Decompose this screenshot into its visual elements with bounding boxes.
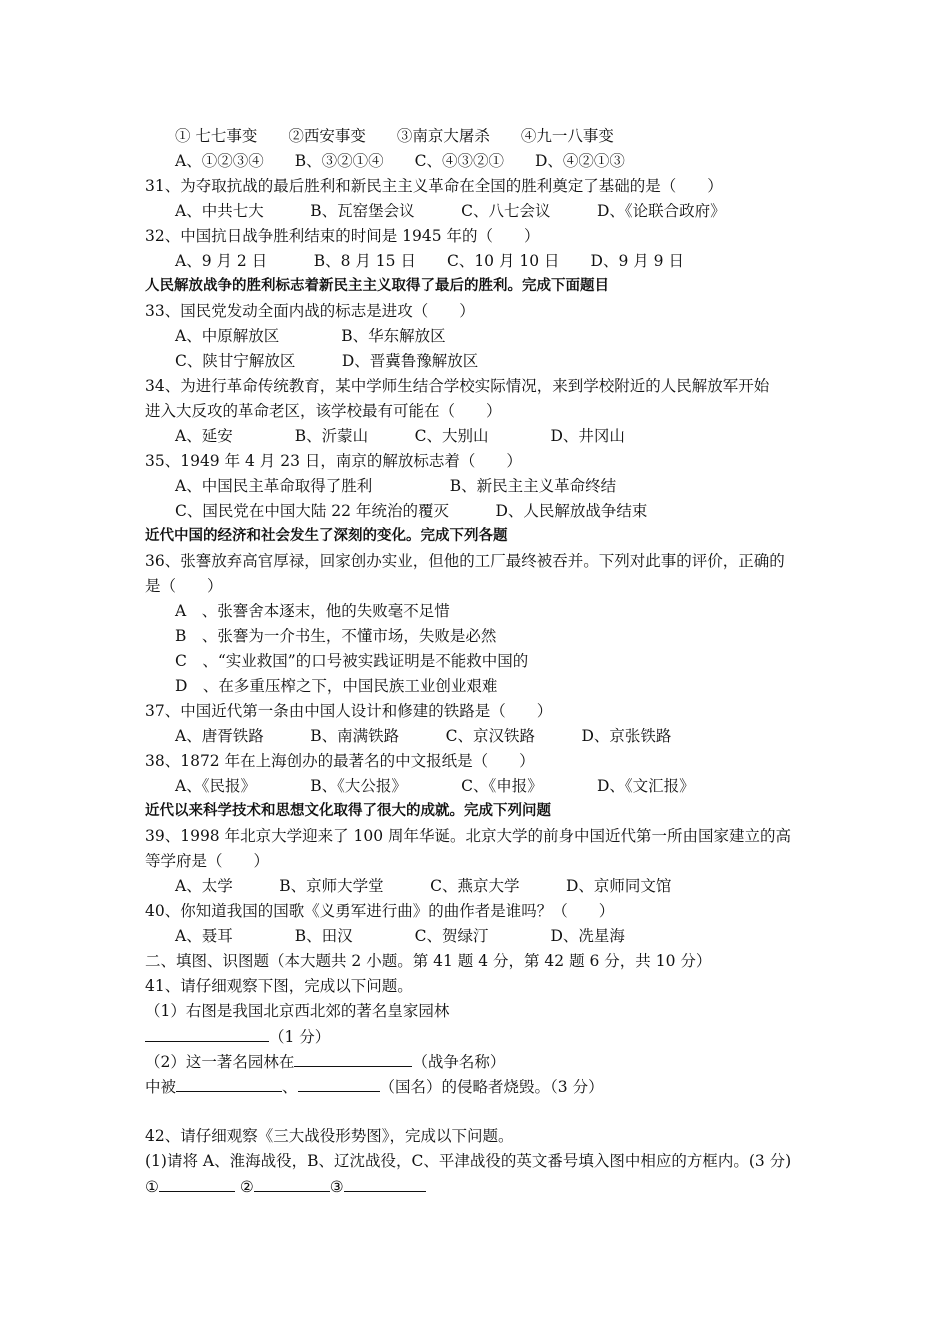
q33-choices-ab: A、中原解放区 B、华东解放区 [175, 327, 446, 345]
q37-choices: A、唐胥铁路 B、南满铁路 C、京汉铁路 D、京张铁路 [175, 727, 672, 745]
q36-choice-c: C 、“实业救国”的口号被实践证明是不能救中国的 [175, 652, 529, 670]
q35-stem: 35、1949 年 4 月 23 日，南京的解放标志着（ ） [145, 452, 522, 470]
q42-mark-1: ① [145, 1178, 159, 1196]
q32-choices: A、9 月 2 日 B、8 月 15 日 C、10 月 10 日 D、9 月 9 日 [175, 252, 684, 270]
q41-blank-war[interactable] [294, 1051, 412, 1067]
q41-sub1: （1）右图是我国北京西北郊的著名皇家园林 [145, 1002, 450, 1020]
q31-choices: A、中共七大 B、瓦窑堡会议 C、八七会议 D、《论联合政府》 [175, 202, 726, 220]
q41-blank-country1[interactable] [176, 1076, 282, 1092]
q41-blank-garden[interactable] [145, 1026, 269, 1042]
q41-sub2-suffix: （战争名称） [412, 1053, 506, 1071]
q34-stem-line1: 34、为进行革命传统教育，某中学师生结合学校实际情况，来到学校附近的人民解放军开始 [145, 377, 770, 395]
q40-stem: 40、你知道我国的国歌《义勇军进行曲》的曲作者是谁吗？（ ） [145, 902, 615, 920]
q39-choices: A、太学 B、京师大学堂 C、燕京大学 D、京师同文馆 [175, 877, 672, 895]
q42-blank-3[interactable] [344, 1176, 426, 1192]
q42-sub1: (1)请将 A、淮海战役，B、辽沈战役，C、平津战役的英文番号填入图中相应的方框内。(3 分) [145, 1152, 792, 1170]
q41-sub2b [145, 1076, 604, 1097]
q36-stem-line2: 是（ ） [145, 577, 223, 595]
q32-stem: 32、中国抗日战争胜利结束的时间是 1945 年的（ ） [145, 227, 540, 245]
q42-mark-2: ② [239, 1178, 254, 1196]
q41-sub2-prefix: （2）这一著名园林在 [145, 1053, 295, 1071]
q42-stem: 42、请仔细观察《三大战役形势图》，完成以下问题。 [145, 1127, 514, 1145]
q39-stem-line2: 等学府是（ ） [145, 852, 270, 870]
q42-answer-line [145, 1176, 426, 1197]
q36-choice-a: A 、张謇舍本逐末，他的失败毫不足惜 [175, 602, 450, 620]
q36-choice-b: B 、张謇为一介书生，不懂市场，失败是必然 [175, 627, 497, 645]
q42-blank-2[interactable] [254, 1176, 330, 1192]
q41-sub1-score: （1 分） [269, 1028, 331, 1046]
q41-blank-country2[interactable] [298, 1076, 380, 1092]
q34-choices: A、延安 B、沂蒙山 C、大别山 D、井冈山 [175, 427, 625, 445]
q30-items: ① 七七事变 ②西安事变 ③南京大屠杀 ④九一八事变 [175, 127, 614, 145]
q40-choices: A、聂耳 B、田汉 C、贺绿汀 D、冼星海 [175, 927, 625, 945]
q33-choices-cd: C、陕甘宁解放区 D、晋冀鲁豫解放区 [175, 352, 479, 370]
q41-stem: 41、请仔细观察下图，完成以下问题。 [145, 977, 413, 995]
section-liberation: 人民解放战争的胜利标志着新民主主义取得了最后的胜利。完成下面题目 [145, 277, 609, 294]
q31-stem: 31、为夺取抗战的最后胜利和新民主主义革命在全国的胜利奠定了基础的是（ ） [145, 177, 723, 195]
q39-stem-line1: 39、1998 年北京大学迎来了 100 周年华诞。北京大学的前身中国近代第一所由国家建立的高 [145, 827, 792, 845]
q41-sub2b-sep: 、 [282, 1078, 298, 1096]
q36-choice-d: D 、在多重压榨之下，中国民族工业创业艰难 [175, 677, 498, 695]
q34-stem-line2: 进入大反攻的革命老区，该学校最有可能在（ ） [145, 402, 502, 420]
q33-stem: 33、国民党发动全面内战的标志是进攻（ ） [145, 302, 475, 320]
q41-sub1-answer-line [145, 1026, 330, 1047]
q35-choices-ab: A、中国民主革命取得了胜利 B、新民主主义革命终结 [175, 477, 617, 495]
section-culture: 近代以来科学技术和思想文化取得了很大的成就。完成下列问题 [145, 802, 551, 819]
q41-sub2b-suffix: （国名）的侵略者烧毁。（3 分） [379, 1078, 604, 1096]
q38-stem: 38、1872 年在上海创办的最著名的中文报纸是（ ） [145, 752, 535, 770]
q38-choices: A、《民报》 B、《大公报》 C、《申报》 D、《文汇报》 [175, 777, 695, 795]
q41-sub2b-prefix: 中被 [145, 1078, 177, 1096]
q42-mark-3: ③ [329, 1178, 344, 1196]
q41-sub2 [145, 1051, 505, 1072]
q42-blank-1[interactable] [159, 1176, 235, 1192]
q37-stem: 37、中国近代第一条由中国人设计和修建的铁路是（ ） [145, 702, 553, 720]
q36-stem-line1: 36、张謇放弃高官厚禄，回家创办实业，但他的工厂最终被吞并。下列对此事的评价，正确的 [145, 552, 785, 570]
section-economy: 近代中国的经济和社会发生了深刻的变化。完成下列各题 [145, 527, 508, 544]
q30-choices: A、①②③④ B、③②①④ C、④③②① D、④②①③ [175, 152, 625, 170]
part2-title: 二、填图、识图题（本大题共 2 小题。第 41 题 4 分，第 42 题 6 分，共 10 分） [145, 952, 712, 970]
q35-choices-cd: C、国民党在中国大陆 22 年统治的覆灭 D、人民解放战争结束 [175, 502, 648, 520]
